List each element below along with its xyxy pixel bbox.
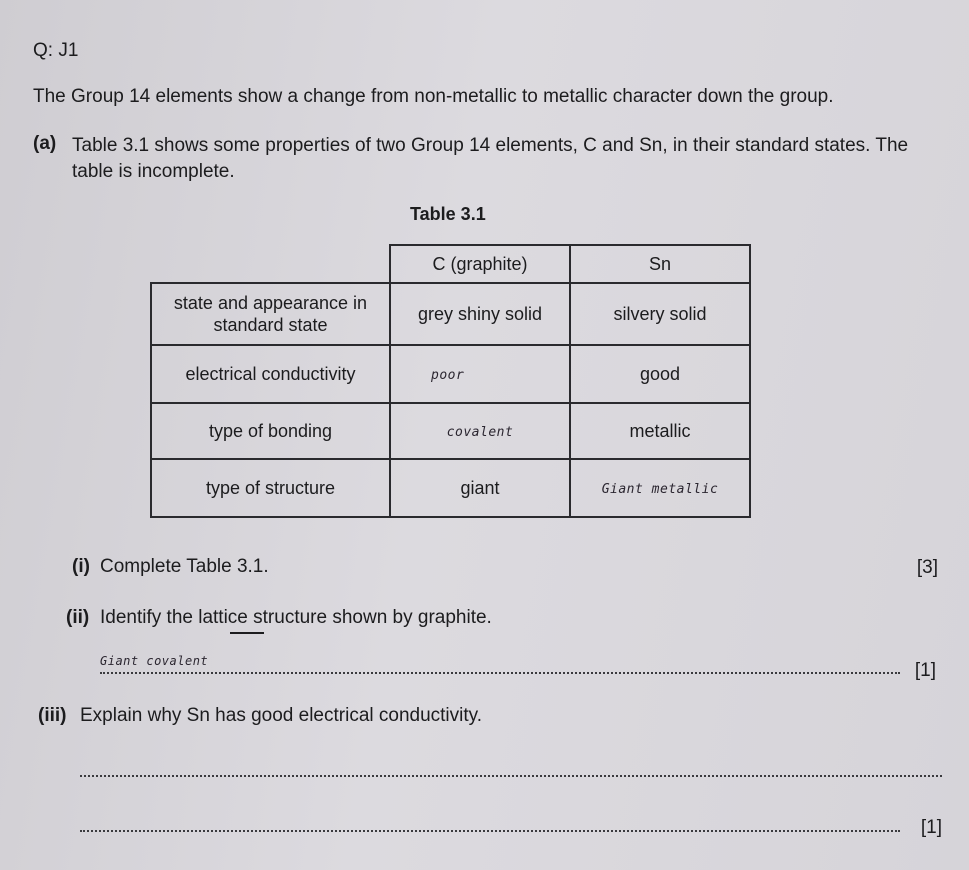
sn-value-cell: good	[570, 345, 750, 403]
sub-i-text: Complete Table 3.1.	[100, 556, 269, 577]
c-value-cell: grey shiny solid	[390, 283, 570, 345]
table-caption: Table 3.1	[410, 204, 486, 224]
sub-ii-text: Identify the lattice structure shown by graphite.	[100, 607, 492, 628]
part-a-text: Table 3.1 shows some properties of two Group 14 elements, C and Sn, in their standard states. The table is incomplete.	[72, 135, 909, 182]
property-cell: type of bonding	[151, 403, 390, 459]
table-header-sn: Sn	[570, 245, 750, 283]
property-cell: electrical conductivity	[151, 345, 390, 403]
sub-i-label: (i)	[72, 556, 90, 577]
properties-table	[150, 244, 751, 518]
table-header-c: C (graphite)	[390, 245, 570, 283]
sub-iii-marks: [1]	[920, 817, 942, 838]
table-header-row	[151, 245, 750, 283]
answer-line-iii-1[interactable]	[80, 775, 942, 777]
table-row	[151, 403, 750, 459]
table-row	[151, 283, 750, 345]
answer-line-iii-2[interactable]	[80, 830, 900, 832]
c-value-cell[interactable]	[390, 345, 570, 403]
sub-iii-label: (iii)	[38, 705, 67, 726]
answer-line-ii[interactable]	[100, 672, 900, 674]
table-row	[151, 345, 750, 403]
sub-ii-label: (ii)	[66, 607, 90, 628]
c-value-cell: giant	[390, 459, 570, 517]
part-a-label: (a)	[33, 133, 57, 154]
handwritten-answer: Giant metallic	[601, 481, 719, 497]
pen-underline	[230, 632, 264, 634]
question-intro: The Group 14 elements show a change from non-metallic to metallic character down the group.	[33, 86, 834, 107]
c-value-cell[interactable]	[390, 403, 570, 459]
sn-value-cell: silvery solid	[570, 283, 750, 345]
property-cell: state and appearance in standard state	[151, 283, 390, 345]
table-header-blank	[151, 245, 390, 283]
sub-iii-text: Explain why Sn has good electrical conductivity.	[80, 705, 483, 726]
sub-ii-marks: [1]	[914, 660, 936, 681]
handwritten-answer: covalent	[446, 424, 514, 440]
sn-value-cell[interactable]	[570, 459, 750, 517]
sub-ii-handwritten-answer: Giant covalent	[100, 654, 209, 668]
sn-value-cell: metallic	[570, 403, 750, 459]
question-id: Q: J1	[33, 40, 79, 61]
handwritten-answer: poor	[431, 367, 465, 383]
property-cell: type of structure	[151, 459, 390, 517]
sub-i-marks: [3]	[916, 557, 938, 578]
table-row	[151, 459, 750, 517]
